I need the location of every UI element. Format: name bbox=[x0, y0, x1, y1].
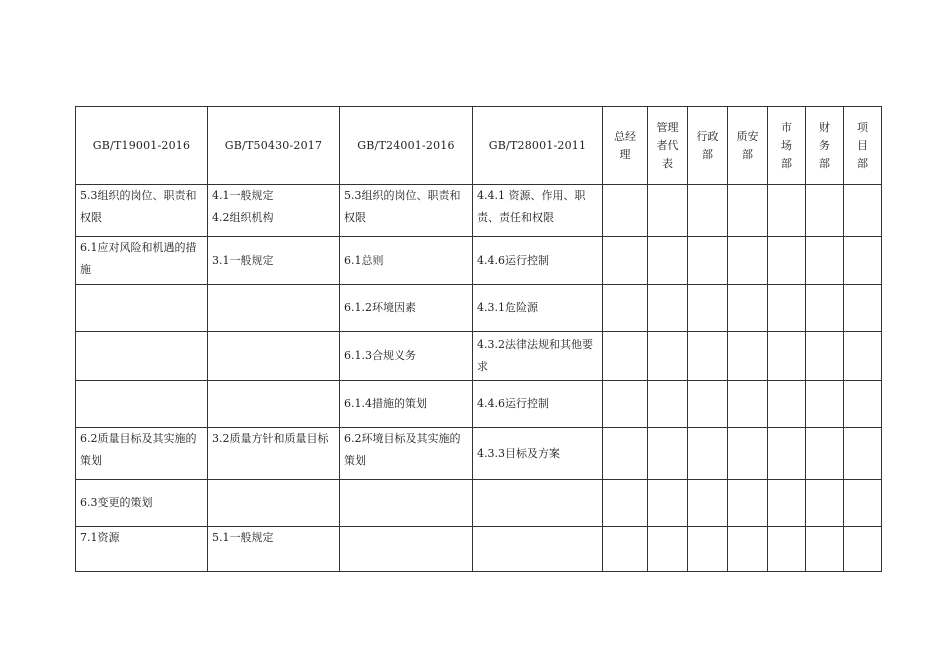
responsibility-cell bbox=[603, 480, 648, 527]
responsibility-cell bbox=[806, 332, 844, 381]
header-gb-t19001: GB/T19001-2016 bbox=[76, 107, 208, 185]
responsibility-cell bbox=[648, 480, 688, 527]
responsibility-cell bbox=[688, 381, 728, 428]
responsibility-cell bbox=[806, 285, 844, 332]
clause-cell: 4.3.1危险源 bbox=[473, 285, 603, 332]
header-market-dept: 市场部 bbox=[768, 107, 806, 185]
responsibility-cell bbox=[806, 381, 844, 428]
table-row bbox=[76, 237, 882, 285]
responsibility-cell bbox=[768, 237, 806, 285]
clause-cell bbox=[208, 332, 340, 381]
responsibility-cell bbox=[806, 527, 844, 572]
responsibility-cell bbox=[768, 332, 806, 381]
responsibility-cell bbox=[603, 185, 648, 237]
clause-cell bbox=[340, 480, 473, 527]
header-general-manager: 总经理 bbox=[603, 107, 648, 185]
clause-cell bbox=[208, 480, 340, 527]
responsibility-cell bbox=[844, 237, 882, 285]
table-row bbox=[76, 428, 882, 480]
clause-cell: 6.1应对风险和机遇的措施 bbox=[76, 237, 208, 285]
responsibility-cell bbox=[603, 428, 648, 480]
clause-cell bbox=[208, 285, 340, 332]
responsibility-cell bbox=[768, 381, 806, 428]
clause-line: 4.1一般规定 bbox=[212, 189, 274, 202]
header-admin-dept: 行政部 bbox=[688, 107, 728, 185]
responsibility-cell bbox=[648, 381, 688, 428]
header-gb-t50430: GB/T50430-2017 bbox=[208, 107, 340, 185]
responsibility-cell bbox=[806, 428, 844, 480]
responsibility-cell bbox=[603, 332, 648, 381]
responsibility-cell bbox=[603, 237, 648, 285]
clause-cell: 3.2质量方针和质量目标 bbox=[208, 428, 340, 480]
responsibility-cell bbox=[688, 185, 728, 237]
responsibility-cell bbox=[728, 480, 768, 527]
clause-line: 4.2组织机构 bbox=[212, 211, 274, 224]
header-quality-safety-dept: 质安部 bbox=[728, 107, 768, 185]
clause-cell bbox=[473, 480, 603, 527]
header-gb-t24001: GB/T24001-2016 bbox=[340, 107, 473, 185]
header-gb-t28001: GB/T28001-2011 bbox=[473, 107, 603, 185]
responsibility-cell bbox=[806, 237, 844, 285]
table-row bbox=[76, 381, 882, 428]
standards-responsibility-matrix bbox=[75, 106, 882, 572]
clause-cell: 6.2质量目标及其实施的策划 bbox=[76, 428, 208, 480]
table-row bbox=[76, 285, 882, 332]
responsibility-cell bbox=[648, 428, 688, 480]
responsibility-cell bbox=[603, 527, 648, 572]
responsibility-cell bbox=[768, 428, 806, 480]
responsibility-cell bbox=[844, 285, 882, 332]
responsibility-cell bbox=[648, 237, 688, 285]
clause-cell: 4.3.2法律法规和其他要求 bbox=[473, 332, 603, 381]
clause-cell bbox=[76, 381, 208, 428]
clause-cell: 3.1一般规定 bbox=[208, 237, 340, 285]
clause-cell: 5.3组织的岗位、职责和权限 bbox=[76, 185, 208, 237]
responsibility-cell bbox=[844, 480, 882, 527]
clause-cell: 4.4.6运行控制 bbox=[473, 237, 603, 285]
header-project-dept: 项目部 bbox=[844, 107, 882, 185]
responsibility-cell bbox=[844, 332, 882, 381]
responsibility-cell bbox=[688, 428, 728, 480]
clause-cell: 5.1一般规定 bbox=[208, 527, 340, 572]
responsibility-cell bbox=[728, 428, 768, 480]
responsibility-cell bbox=[728, 185, 768, 237]
responsibility-cell bbox=[728, 381, 768, 428]
responsibility-cell bbox=[768, 185, 806, 237]
responsibility-cell bbox=[728, 237, 768, 285]
responsibility-cell bbox=[603, 285, 648, 332]
clause-cell bbox=[340, 527, 473, 572]
clause-cell: 6.1总则 bbox=[340, 237, 473, 285]
table-row bbox=[76, 332, 882, 381]
responsibility-cell bbox=[768, 480, 806, 527]
responsibility-cell bbox=[728, 527, 768, 572]
header-management-representative: 管理者代表 bbox=[648, 107, 688, 185]
responsibility-cell bbox=[768, 285, 806, 332]
responsibility-cell bbox=[648, 332, 688, 381]
responsibility-cell bbox=[688, 285, 728, 332]
responsibility-cell bbox=[728, 285, 768, 332]
clause-cell: 6.1.2环境因素 bbox=[340, 285, 473, 332]
responsibility-cell bbox=[688, 332, 728, 381]
header-finance-dept: 财务部 bbox=[806, 107, 844, 185]
clause-cell bbox=[76, 285, 208, 332]
responsibility-cell bbox=[648, 285, 688, 332]
header-row bbox=[76, 107, 882, 185]
responsibility-cell bbox=[844, 527, 882, 572]
clause-cell bbox=[208, 381, 340, 428]
responsibility-cell bbox=[728, 332, 768, 381]
responsibility-cell bbox=[648, 185, 688, 237]
clause-cell: 4.4.1 资源、作用、职责、责任和权限 bbox=[473, 185, 603, 237]
responsibility-cell bbox=[603, 381, 648, 428]
responsibility-cell bbox=[688, 527, 728, 572]
responsibility-cell bbox=[648, 527, 688, 572]
clause-cell: 6.2环境目标及其实施的策划 bbox=[340, 428, 473, 480]
clause-cell: 6.3变更的策划 bbox=[76, 480, 208, 527]
clause-cell bbox=[473, 527, 603, 572]
responsibility-cell bbox=[806, 480, 844, 527]
responsibility-cell bbox=[844, 185, 882, 237]
clause-cell: 7.1资源 bbox=[76, 527, 208, 572]
clause-cell: 5.3组织的岗位、职责和权限 bbox=[340, 185, 473, 237]
clause-cell: 4.4.6运行控制 bbox=[473, 381, 603, 428]
table-row bbox=[76, 527, 882, 572]
responsibility-cell bbox=[844, 428, 882, 480]
responsibility-cell bbox=[688, 480, 728, 527]
clause-cell: 4.3.3目标及方案 bbox=[473, 428, 603, 480]
clause-cell: 6.1.4措施的策划 bbox=[340, 381, 473, 428]
clause-cell bbox=[76, 332, 208, 381]
responsibility-cell bbox=[688, 237, 728, 285]
responsibility-cell bbox=[844, 381, 882, 428]
clause-cell: 6.1.3合规义务 bbox=[340, 332, 473, 381]
table-row bbox=[76, 480, 882, 527]
responsibility-cell bbox=[806, 185, 844, 237]
table-row bbox=[76, 185, 882, 237]
responsibility-cell bbox=[768, 527, 806, 572]
clause-cell bbox=[208, 185, 340, 237]
